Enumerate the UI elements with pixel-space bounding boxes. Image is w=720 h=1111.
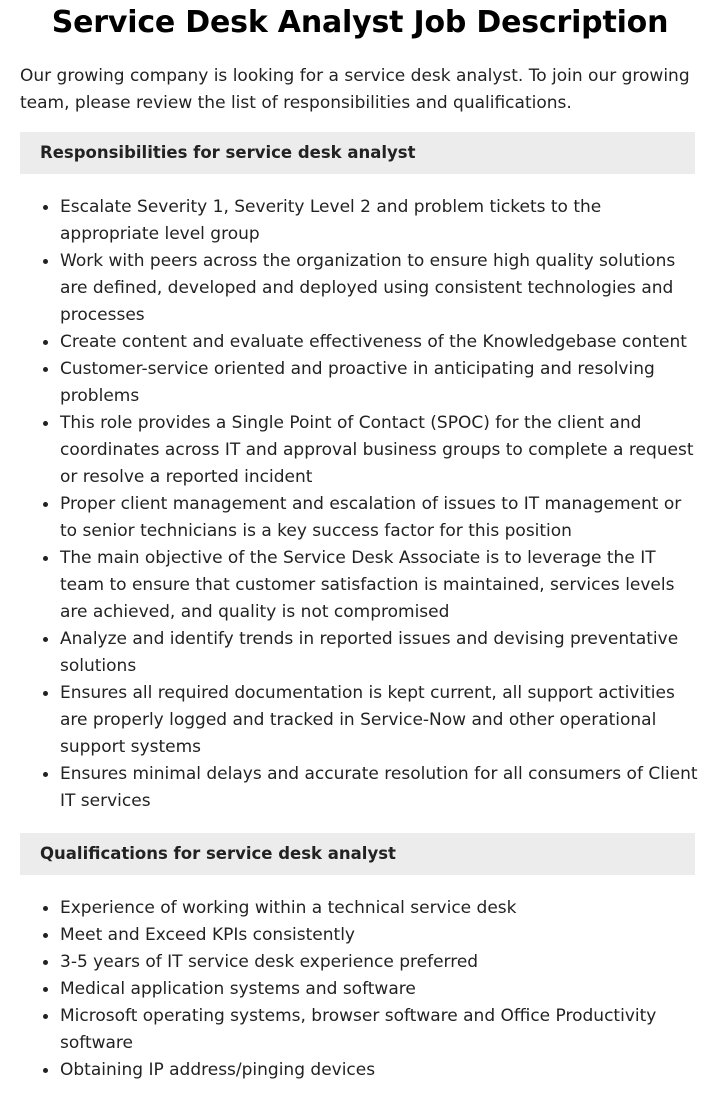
responsibility-item: Customer-service oriented and proactive in anticipating and resolving problems [60,356,700,410]
qualification-item: Microsoft operating systems, browser software and Office Productivity software [60,1003,700,1057]
responsibilities-heading: Responsibilities for service desk analyst [20,132,695,174]
responsibility-item: Work with peers across the organization to ensure high quality solutions are defined, developed and deployed using consistent technologies and processes [60,248,700,329]
responsibility-item: Proper client management and escalation of issues to IT management or to senior technicians is a key success factor for this position [60,491,700,545]
qualifications-heading: Qualifications for service desk analyst [20,833,695,875]
intro-paragraph: Our growing company is looking for a service desk analyst. To join our growing team, please review the list of responsibilities and qualifications. [20,66,690,113]
responsibility-item: Analyze and identify trends in reported issues and devising preventative solutions [60,626,700,680]
responsibility-item: The main objective of the Service Desk Associate is to leverage the IT team to ensure that customer satisfaction is maintained, services levels are achieved, and quality is not compromised [60,545,700,626]
qualification-item: Meet and Exceed KPIs consistently [60,922,700,949]
qualifications-list [0,895,720,1084]
responsibility-item: Ensures minimal delays and accurate resolution for all consumers of Client IT services [60,761,700,815]
qualification-item: Medical application systems and software [60,976,700,1003]
responsibility-item: This role provides a Single Point of Contact (SPOC) for the client and coordinates across IT and approval business groups to complete a request or resolve a reported incident [60,410,700,491]
qualification-item: Obtaining IP address/pinging devices [60,1057,700,1084]
qualification-item: 3-5 years of IT service desk experience preferred [60,949,700,976]
responsibility-item: Escalate Severity 1, Severity Level 2 and problem tickets to the appropriate level group [60,194,700,248]
page-title: Service Desk Analyst Job Description [51,5,669,40]
responsibility-item: Ensures all required documentation is kept current, all support activities are properly logged and tracked in Service-Now and other operational support systems [60,680,700,761]
responsibilities-list [0,194,720,815]
qualification-item: Experience of working within a technical service desk [60,895,700,922]
responsibility-item: Create content and evaluate effectiveness of the Knowledgebase content [60,329,700,356]
